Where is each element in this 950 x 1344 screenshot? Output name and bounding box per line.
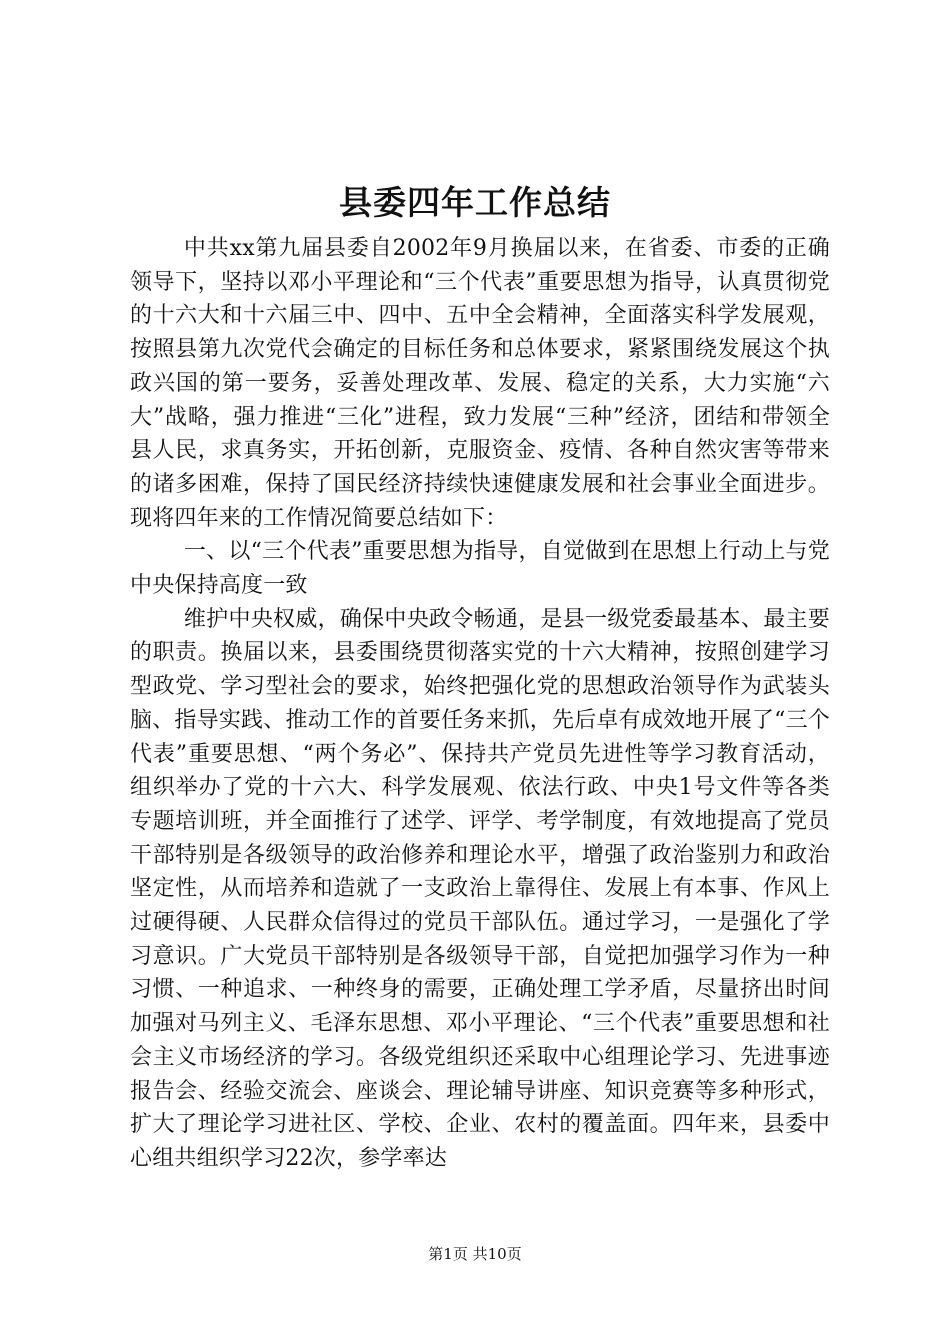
intro-paragraph: 中共xx第九届县委自2002年9月换届以来，在省委、市委的正确领导下，坚持以邓小平理论和“三个代表”重要思想为指导，认真贯彻党的十六大和十六届三中、四中、五中全会精神，全面落实科学发展观，按照县第九次党代会确定的目标任务和总体要求，紧紧围绕发展这个执政兴国的第一要务，妥善处理改革、发展、稳定的关系，大力实施“六大”战略，强力推进“三化”进程，致力发展“三种”经济，团结和带领全县人民，求真务实，开拓创新，克服资金、疫情、各种自然灾害等带来的诸多困难，保持了国民经济持续快速健康发展和社会事业全面进步。现将四年来的工作情况简要总结如下： bbox=[130, 236, 830, 531]
page-number: 第1页 共10页 bbox=[428, 1245, 522, 1263]
section-heading: 一、以“三个代表”重要思想为指导，自觉做到在思想上行动上与党中央保持高度一致 bbox=[130, 539, 830, 599]
body-paragraph: 维护中央权威，确保中央政令畅通，是县一级党委最基本、最主要的职责。换届以来，县委围绕贯彻落实党的十六大精神，按照创建学习型政党、学习型社会的要求，始终把强化党的思想政治领导作为武装头脑、指导实践、推动工作的首要任务来抓，先后卓有成效地开展了“三个代表”重要思想、“两个务必”、保持共产党员先进性等学习教育活动，组织举办了党的十六大、科学发展观、依法行政、中央1号文件等各类专题培训班，并全面推行了述学、评学、考学制度，有效地提高了党员干部特别是各级领导的政治修养和理论水平，增强了政治鉴别力和政治坚定性，从而培养和造就了一支政治上靠得住、发展上有本事、作风上过硬得硬、人民群众信得过的党员干部队伍。通过学习，一是强化了学习意识。广大党员干部特别是各级领导干部，自觉把加强学习作为一种习惯、一种追求、一种终身的需要，正确处理工学矛盾，尽量挤出时间加强对马列主义、毛泽东思想、邓小平理论、“三个代表”重要思想和社会主义市场经济的学习。各级党组织还采取中心组理论学习、先进事迹报告会、经验交流会、座谈会、理论辅导讲座、知识竞赛等多种形式，扩大了理论学习进社区、学校、企业、农村的覆盖面。四年来，县委中心组共组织学习22次，参学率达 bbox=[130, 606, 830, 1171]
document-body bbox=[130, 232, 830, 1176]
document-title: 县委四年工作总结 bbox=[339, 183, 611, 222]
